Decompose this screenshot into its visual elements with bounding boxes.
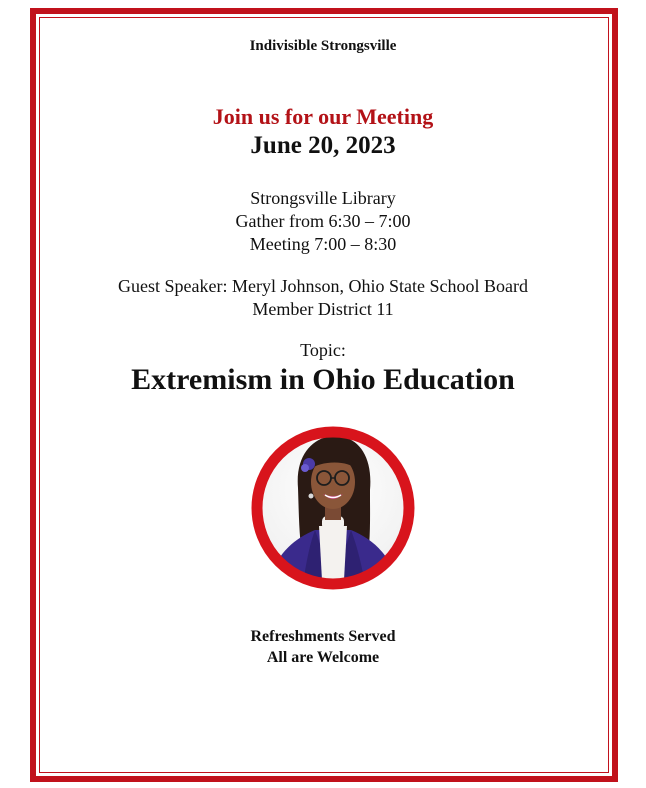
speaker-portrait <box>243 418 423 598</box>
refreshments-text: Refreshments Served <box>250 628 396 645</box>
welcome-text: All are Welcome <box>266 649 380 666</box>
meeting-headline: Join us for our Meeting <box>212 104 434 129</box>
guest-speaker-text: Guest Speaker: Meryl Johnson, Ohio State School Board <box>118 276 528 296</box>
meeting-time-text: Meeting 7:00 – 8:30 <box>249 234 397 254</box>
topic-title: Extremism in Ohio Education <box>131 363 515 396</box>
venue-text: Strongsville Library <box>250 188 396 208</box>
organization-name: Indivisible Strongsville <box>249 38 397 54</box>
meeting-date: June 20, 2023 <box>250 132 396 159</box>
guest-speaker-district: Member District 11 <box>252 299 394 319</box>
topic-label: Topic: <box>300 340 346 360</box>
gather-time-text: Gather from 6:30 – 7:00 <box>235 211 411 231</box>
speaker-portrait-image <box>243 418 423 598</box>
